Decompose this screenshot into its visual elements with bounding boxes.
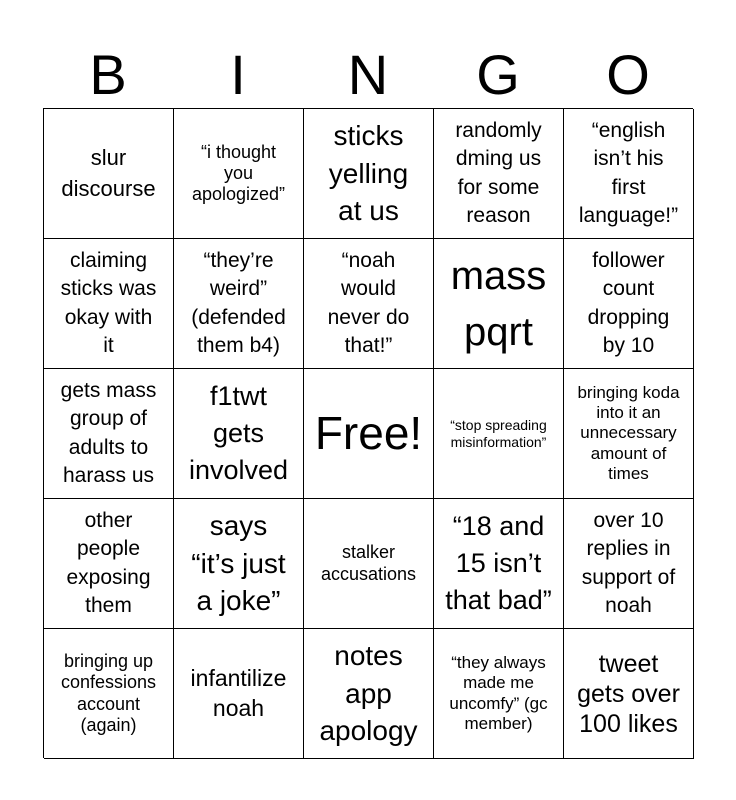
bingo-cell-g5[interactable]: “they always made me uncomfy” (gc member) [434, 629, 564, 759]
bingo-cell-g4[interactable]: “18 and 15 isn’t that bad” [434, 499, 564, 629]
bingo-cell-b1[interactable]: slur discourse [44, 109, 174, 239]
bingo-cell-i3[interactable]: f1twt gets involved [174, 369, 304, 499]
bingo-cell-g3[interactable]: “stop spreading misinformation” [434, 369, 564, 499]
bingo-cell-i1[interactable]: “i thought you apologized” [174, 109, 304, 239]
bingo-cell-b5[interactable]: bringing up confessions account (again) [44, 629, 174, 759]
header-letter-n: N [347, 43, 389, 106]
bingo-cell-b3[interactable]: gets mass group of adults to harass us [44, 369, 174, 499]
header-letter-i: I [230, 43, 246, 106]
bingo-cell-b4[interactable]: other people exposing them [44, 499, 174, 629]
bingo-grid [43, 108, 693, 758]
bingo-cell-n2[interactable]: “noah would never do that!” [304, 239, 434, 369]
header-letter-b: B [89, 43, 127, 106]
bingo-cell-g1[interactable]: randomly dming us for some reason [434, 109, 564, 239]
header-letter-g: G [476, 43, 520, 106]
bingo-cell-i5[interactable]: infantilize noah [174, 629, 304, 759]
bingo-cell-n5[interactable]: notes app apology [304, 629, 434, 759]
bingo-cell-i2[interactable]: “they’re weird” (defended them b4) [174, 239, 304, 369]
bingo-header [43, 44, 693, 106]
bingo-cell-o4[interactable]: over 10 replies in support of noah [564, 499, 694, 629]
bingo-cell-g2[interactable]: mass pqrt [434, 239, 564, 369]
bingo-cell-o2[interactable]: follower count dropping by 10 [564, 239, 694, 369]
bingo-cell-free[interactable]: Free! [304, 369, 434, 499]
bingo-cell-n4[interactable]: stalker accusations [304, 499, 434, 629]
header-letter-o: O [606, 43, 650, 106]
bingo-cell-o1[interactable]: “english isn’t his first language!” [564, 109, 694, 239]
bingo-cell-o5[interactable]: tweet gets over 100 likes [564, 629, 694, 759]
bingo-cell-n1[interactable]: sticks yelling at us [304, 109, 434, 239]
bingo-cell-o3[interactable]: bringing koda into it an unnecessary amount of times [564, 369, 694, 499]
bingo-cell-b2[interactable]: claiming sticks was okay with it [44, 239, 174, 369]
bingo-cell-i4[interactable]: says “it’s just a joke” [174, 499, 304, 629]
